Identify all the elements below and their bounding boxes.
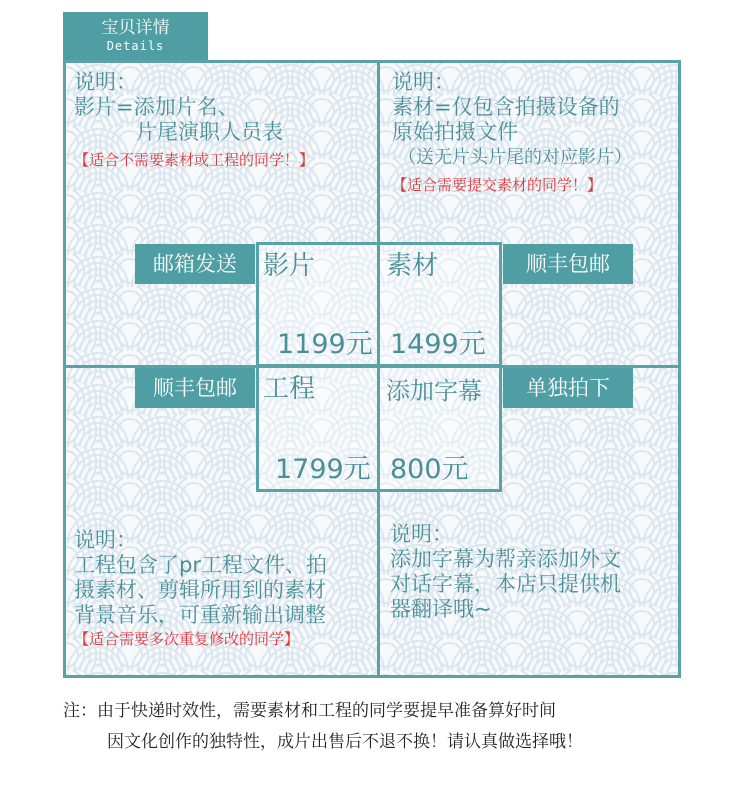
option-project-price: 1799元 <box>275 454 371 485</box>
footage-desc-line3: （送无片头片尾的对应影片） <box>398 147 632 168</box>
footage-desc-label: 说明： <box>392 70 455 94</box>
footage-description <box>392 70 677 196</box>
film-desc-label: 说明： <box>74 70 137 94</box>
project-desc-line1: 工程包含了pr工程文件、拍 <box>74 553 327 577</box>
option-film[interactable] <box>256 242 380 367</box>
subtitles-desc-line3: 器翻译哦~ <box>390 597 492 621</box>
details-header-tab <box>63 12 208 60</box>
header-title: 宝贝详情 <box>101 18 170 38</box>
film-description <box>74 70 374 171</box>
tag-order-separately: 单独拍下 <box>503 368 633 408</box>
project-desc-label: 说明： <box>74 528 137 552</box>
footage-desc-line2: 原始拍摄文件 <box>392 120 518 144</box>
subtitles-desc-line1: 添加字幕为帮亲添加外文 <box>390 547 621 571</box>
footage-desc-highlight: 【适合需要提交素材的同学！】 <box>392 176 603 194</box>
tag-sf-free-shipping-left: 顺丰包邮 <box>135 368 255 408</box>
tag-sf-free-shipping-right: 顺丰包邮 <box>503 244 633 284</box>
footage-desc-line1: 素材=仅包含拍摄设备的 <box>392 95 620 119</box>
option-footage-name: 素材 <box>386 251 439 281</box>
project-desc-line3: 背景音乐，可重新输出调整 <box>74 603 326 627</box>
header-subtitle: Details <box>106 39 165 53</box>
option-subtitles-name: 添加字幕 <box>386 377 482 405</box>
option-film-price: 1199元 <box>277 329 373 360</box>
film-desc-line1: 影片=添加片名、 <box>74 95 239 119</box>
option-footage-price: 1499元 <box>390 329 486 360</box>
film-desc-highlight: 【适合不需要素材或工程的同学！】 <box>74 151 315 169</box>
subtitles-desc-line2: 对话字幕，本店只提供机 <box>390 572 621 596</box>
option-footage[interactable] <box>377 242 502 367</box>
option-film-name: 影片 <box>263 251 316 281</box>
option-project-name: 工程 <box>263 374 316 404</box>
project-description <box>74 528 374 650</box>
film-desc-line2: 片尾演职人员表 <box>136 120 283 144</box>
subtitles-description <box>390 522 675 622</box>
subtitles-desc-label: 说明： <box>390 522 453 546</box>
option-project[interactable] <box>256 365 380 492</box>
option-subtitles-price: 800元 <box>390 454 469 485</box>
project-desc-highlight: 【适合需要多次重复修改的同学】 <box>74 630 300 648</box>
option-subtitles[interactable] <box>377 365 502 492</box>
project-desc-line2: 摄素材、剪辑所用到的素材 <box>74 578 326 602</box>
footer-note-line2: 因文化创作的独特性，成片出售后不退不换！请认真做选择哦！ <box>107 732 583 752</box>
tag-email-delivery: 邮箱发送 <box>135 244 255 284</box>
footer-note-line1: 注：由于快递时效性，需要素材和工程的同学要提早准备算好时间 <box>63 701 556 721</box>
